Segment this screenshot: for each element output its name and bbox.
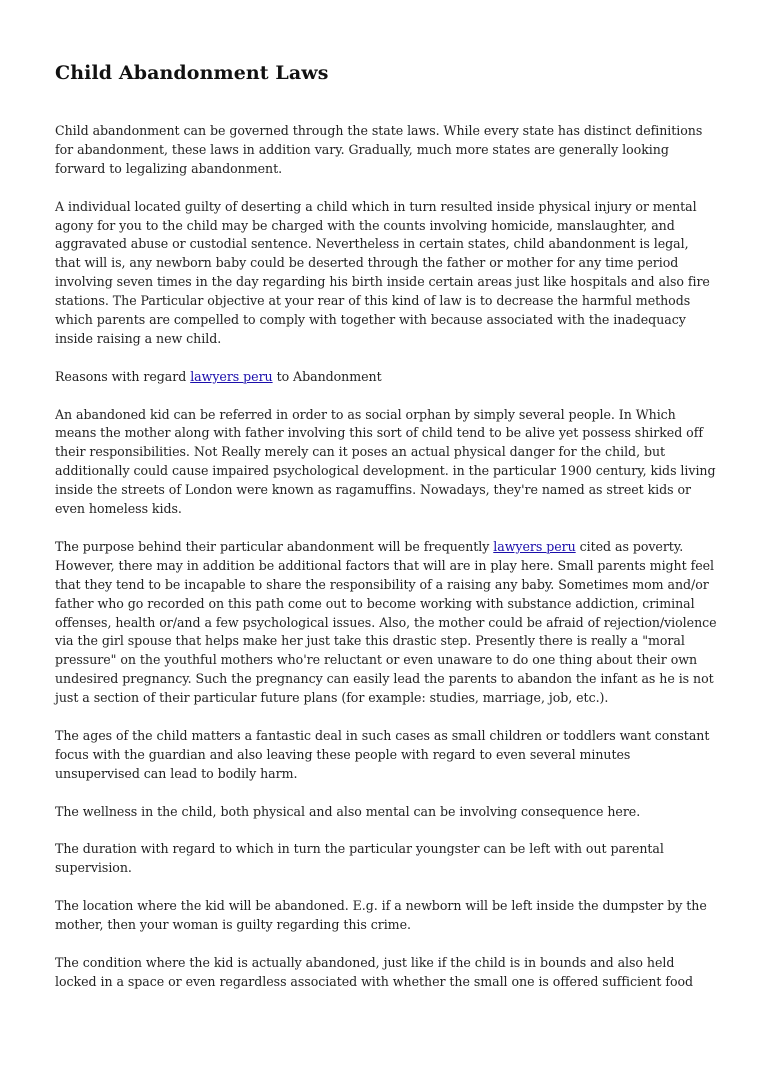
paragraph-poverty bbox=[55, 538, 717, 708]
paragraph-reasons-heading bbox=[55, 368, 717, 387]
paragraph-intro: Child abandonment can be governed through the state laws. While every state has distinct definitions for abandonment, these laws in addition vary. Gradually, much more states are generally looking forward to legalizing abandonment. bbox=[55, 123, 703, 176]
paragraph-penalties: A individual located guilty of deserting a child which in turn resulted inside physical injury or mental agony for you to the child may be charged with the counts involving homicide, manslaughter, and aggravated abuse or custodial sentence. Nevertheless in certain states, child abandonment is legal, that will is, any newborn baby could be deserted through the father or mother for any time period involving seven times in the day regarding his birth inside certain areas just like hospitals and also fire stations. The Particular objective at your rear of this kind of law is to decrease the harmful methods which parents are compelled to comply with together with because associated with the inadequacy inside raising a new child. bbox=[55, 198, 710, 346]
paragraph-condition: The condition where the kid is actually abandoned, just like if the child is in bounds and also held locked in a space or even regardless associated with whether the small one is offered sufficient food bbox=[55, 954, 694, 989]
reasons-text-after: to Abandonment bbox=[272, 368, 382, 384]
reasons-text-before: Reasons with regard bbox=[55, 368, 191, 384]
lawyers-peru-link-2[interactable]: lawyers peru bbox=[493, 538, 576, 554]
paragraph-duration: The duration with regard to which in turn the particular youngster can be left with out parental supervision. bbox=[55, 841, 664, 876]
document-page bbox=[55, 58, 717, 1010]
paragraph-social-orphan: An abandoned kid can be referred in order to as social orphan by simply several people. In Which means the mother along with father involving this sort of child tend to be alive yet possess shirked off their responsibilities. Not Really merely can it poses an actual physical danger for the child, but additionally could cause impaired psychological development. in the particular 1900 century, kids living inside the streets of London were known as ragamuffins. Nowadays, they're named as street kids or even homeless kids. bbox=[55, 406, 716, 517]
paragraph-location: The location where the kid will be abandoned. E.g. if a newborn will be left inside the dumpster by the mother, then your woman is guilty regarding this crime. bbox=[55, 898, 707, 932]
lawyers-peru-link-1[interactable]: lawyers peru bbox=[190, 368, 273, 384]
paragraph-child-age: The ages of the child matters a fantastic deal in such cases as small children or toddlers want constant focus with the guardian and also leaving these people with regard to even several minutes unsupervised can lead to bodily harm. bbox=[55, 727, 710, 781]
page-title: Child Abandonment Laws bbox=[55, 62, 329, 84]
poverty-text-after: cited as poverty. However, there may in addition be additional factors that will are in play here. Small parents might feel that they tend to be incapable to share the responsibility of a raising any baby. Sometimes mom and/or father who go recorded on this path come out to become working with substance addiction, criminal offenses, health or/and a few psychological issues. Also, the mother could be afraid of rejection/violence via the girl spouse that helps make her just take this drastic step. Presently there is really a "moral pressure" on the youthful mothers who're reluctant or even unaware to do one thing about their own undesired pregnancy. Such the pregnancy can easily lead the parents to abandon the infant as he is not just a section of their particular future plans (for example: studies, marriage, job, etc.). bbox=[55, 538, 717, 706]
paragraph-wellness: The wellness in the child, both physical and also mental can be involving consequence here. bbox=[55, 803, 641, 819]
poverty-text-before: The purpose behind their particular abandonment will be frequently bbox=[55, 538, 494, 554]
